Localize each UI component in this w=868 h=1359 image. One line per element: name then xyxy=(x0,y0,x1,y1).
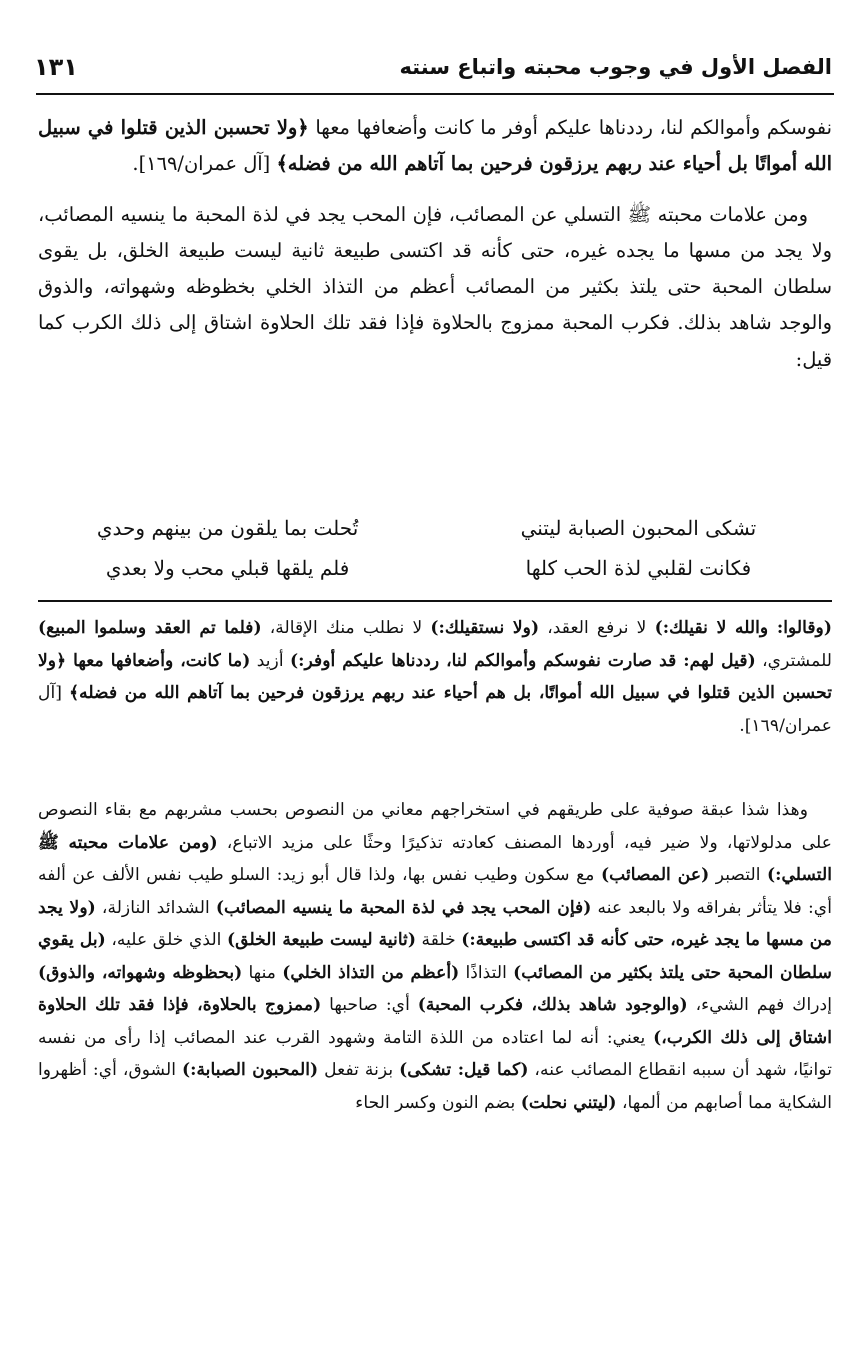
commentary-text: [آل عمران/١٦٩]. xyxy=(38,683,832,736)
chapter-title: الفصل الأول في وجوب محبته واتباع سنته xyxy=(399,55,832,79)
commentary-paragraph-2 xyxy=(38,794,832,1119)
commentary-text: منها xyxy=(242,962,283,983)
commentary-quote: (بحظوظه وشهواته، والذوق) xyxy=(38,962,243,983)
running-header xyxy=(34,44,832,90)
commentary-text: أزيد xyxy=(250,650,291,671)
commentary-quote: (ما كانت، وأضعافها معها ﴿ولا تحسبن الذين قتلوا في سبيل الله أمواتًا، بل هم أحياء عند ربهم يرزقون فرحين بما آتاهم الله من فضله﴾ xyxy=(38,650,833,703)
commentary-quote: (ممزوج بالحلاوة، فإذا فقد تلك الحلاوة اشتاق إلى ذلك الكرب،) xyxy=(38,995,832,1048)
commentary-quote: (وقالوا: والله لا نقيلك:) xyxy=(654,618,832,638)
quran-verse: ﴿ولا تحسبن الذين قتلوا في سبيل الله أمواتًا بل أحياء عند ربهم يرزقون فرحين بما آتاهم الله من فضله﴾ xyxy=(38,116,832,176)
commentary-quote: (فإن المحب يجد في لذة المحبة ما ينسيه المصائب) xyxy=(215,897,592,918)
commentary-text: بزنة تفعل xyxy=(318,1060,400,1080)
commentary-text: مع سكون وطيب نفس بها، ولذا قال أبو زيد: السلو طيب نفس الألف عن ألفه أي: فلا يتأثر بفراقه ولا بالبعد عنه xyxy=(38,865,832,918)
commentary-text: التذاذًا xyxy=(459,962,514,983)
poem xyxy=(38,508,828,588)
commentary-quote: (عن المصائب) xyxy=(600,865,710,885)
commentary-quote: (ليتني نحلت) xyxy=(520,1092,617,1113)
commentary-text: التصبر xyxy=(709,865,767,885)
main-paragraph-2: ومن علامات محبته ﷺ التسلي عن المصائب، فإن المحب يجد في لذة المحبة ما ينسيه المصائب، ولا يجد من مسها ما يجده غيره، حتى كأنه قد اكتسى طبيعة ثانية ليست طبيعة الخلق، بل يقوى سلطان المحبة حتى يلتذ بكثير من المصائب أعظم من التذاذ الخلي بخظوظه وشهواته، والذوق والوجد شاهد بذلك. فكرب المحبة ممزوج بالحلاوة فإذا فقد تلك الحلاوة اشتاق إلى ذلك الكرب كما قيل: xyxy=(38,202,832,371)
commentary-text: خلقة xyxy=(415,930,462,950)
commentary-text: لا نرفع العقد، xyxy=(539,618,655,638)
commentary-text: يعني: أنه لما اعتاده من اللذة التامة وشهود القرب عند المصائب إذا رأى من نفسه توانيًا، شهد أن سببه انقطاع المصائب عنه، xyxy=(38,1027,832,1080)
poem-line-2-first-hemistich: فكانت لقلبي لذة الحب كلها xyxy=(525,556,752,580)
commentary-quote: (المحبون الصبابة:) xyxy=(181,1060,319,1080)
poem-line-1-first-hemistich: تشكى المحبون الصبابة ليتني xyxy=(520,516,757,540)
commentary-text: بضم النون وكسر الحاء xyxy=(355,1092,521,1113)
commentary-text: إدراك فهم الشيء، xyxy=(687,995,832,1015)
commentary-quote: (بل يقوي سلطان المحبة حتى يلتذ بكثير من المصائب) xyxy=(38,930,832,983)
commentary-text: الشدائد النازلة، xyxy=(95,897,216,918)
commentary-text: أي: صاحبها xyxy=(321,995,418,1015)
commentary-text: للمشتري، xyxy=(755,650,832,671)
commentary-divider xyxy=(38,600,832,602)
poem-line-1-second-hemistich: تُحلت بما يلقون من بينهم وحدي xyxy=(96,516,359,540)
verse-reference: [آل عمران/١٦٩]. xyxy=(132,152,271,176)
commentary-text: وهذا شذا عبقة صوفية على طريقهم في استخراجهم معاني من النصوص بحسب مشربهم مع بقاء النصوص على مدلولاتها، ولا ضير فيه، أوردها المصنف كعادته تذكيرًا وحثًا على مزيد الاتباع، xyxy=(38,800,832,853)
commentary-quote: (كما قيل: تشكى) xyxy=(399,1060,529,1080)
poem-line-1 xyxy=(38,508,828,548)
commentary-paragraph-1 xyxy=(38,612,832,742)
commentary-quote: (قيل لهم: قد صارت نفوسكم وأموالكم لنا، رددناها عليكم أوفر:) xyxy=(290,650,756,671)
commentary-quote: (أعظم من التذاذ الخلي) xyxy=(282,962,460,983)
commentary-quote: (فلما تم العقد وسلموا المبيع) xyxy=(38,618,262,638)
commentary-quote: (ثانية ليست طبيعة الخلق) xyxy=(227,930,416,950)
commentary-quote: (ولا نستقيلك:) xyxy=(430,618,540,638)
main-text xyxy=(38,110,832,378)
poem-line-2 xyxy=(38,548,828,588)
commentary-text: الشوق، أي: أظهروا الشكاية مما أصابهم من ألمها، xyxy=(38,1060,832,1113)
commentary xyxy=(38,612,832,1119)
header-divider xyxy=(36,93,834,95)
poem-line-2-second-hemistich: فلم يلقها قبلي محب ولا بعدي xyxy=(105,556,350,580)
commentary-quote: (والوجود شاهد بذلك، فكرب المحبة) xyxy=(417,995,688,1015)
commentary-text: لا نطلب منك الإقالة، xyxy=(261,618,431,638)
commentary-text: الذي خلق عليه، xyxy=(105,930,227,950)
p1-lead: نفوسكم وأموالكم لنا، رددناها عليكم أوفر ما كانت وأضعافها معها xyxy=(315,116,832,139)
page-number: ١٣١ xyxy=(34,53,78,81)
commentary-quote: (ومن علامات محبته ﷺ التسلي:) xyxy=(38,832,832,885)
main-paragraph-1 xyxy=(38,110,832,183)
commentary-quote: (ولا يجد من مسها ما يجد غيره، حتى كأنه قد اكتسى طبيعة:) xyxy=(38,897,833,950)
